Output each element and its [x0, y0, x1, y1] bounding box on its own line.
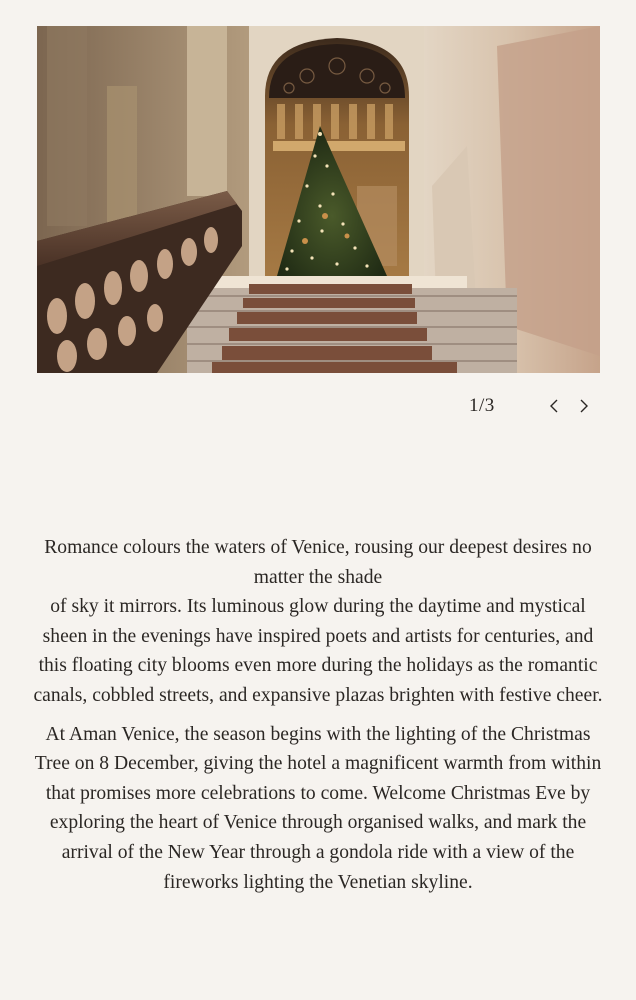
chevron-left-icon: [549, 398, 559, 414]
carousel-pager: [0, 393, 636, 423]
previous-slide-button[interactable]: [543, 393, 565, 419]
slide-counter: 1/3: [469, 395, 495, 416]
intro-paragraph: Romance colours the waters of Venice, rousing our deepest desires no matter the shade of sky it mirrors. Its luminous glow during the daytime and mystical sheen in the evenings have inspired poets and artists for centuries, and this floating city blooms even more during the holidays as the romantic canals, cobbled streets, and expansive plazas brighten with festive cheer.: [33, 537, 603, 706]
carousel-image: [37, 26, 600, 373]
article-body: [32, 533, 604, 906]
aman-venice-paragraph: At Aman Venice, the season begins with the lighting of the Christmas Tree on 8 December, giving the hotel a magnificent warmth from within that promises more celebrations to come. Welcome Christmas Eve by exploring the heart of Venice through organised walks, and mark the arrival of the New Year through a gondola ride with a view of the fireworks lighting the Venetian skyline.: [34, 723, 602, 893]
image-carousel[interactable]: [37, 26, 600, 373]
chevron-right-icon: [579, 398, 589, 414]
next-slide-button[interactable]: [573, 393, 595, 419]
